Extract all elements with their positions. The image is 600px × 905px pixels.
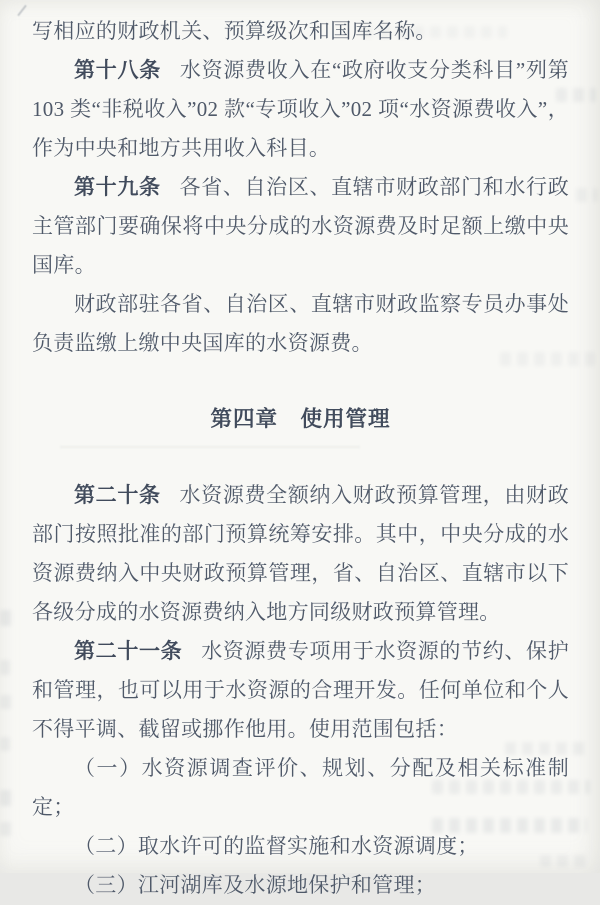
article-number: 第二十条: [74, 483, 161, 507]
list-item-1: [32, 749, 569, 827]
paragraph-article-21: [32, 632, 569, 749]
paragraph-continuation: [32, 12, 569, 51]
article-number: 第二十一条: [74, 639, 183, 663]
document-body: [32, 12, 569, 905]
paragraph-text: 各省、自治区、直辖市财政部门和水行政主管部门要确保将中央分成的水资源费及时足额上缴中央国库。: [32, 175, 570, 277]
list-item-text: （一）水资源调查评价、规划、分配及相关标准制定；: [32, 756, 569, 819]
paragraph-text: 水资源费专项用于水资源的节约、保护和管理，也可以用于水资源的合理开发。任何单位和个人不得平调、截留或挪作他用。使用范围包括：: [32, 639, 570, 741]
bleedthrough-mark: [0, 695, 14, 709]
paragraph-text: 水资源费收入在“政府收支分类科目”列第 103 类“非税收入”02 款“专项收入”02 项“水资源费收入”，作为中央和地方共用收入科目。: [32, 58, 570, 160]
paragraph-text: 财政部驻各省、自治区、直辖市财政监察专员办事处负责监缴上缴中央国库的水资源费。: [32, 292, 569, 355]
bleedthrough-mark: [0, 610, 13, 626]
list-item-3: [32, 866, 569, 905]
chapter-heading: 第四章 使用管理: [210, 407, 391, 431]
bleedthrough-mark: [0, 660, 10, 675]
paragraph-article-19: [32, 168, 569, 285]
scan-artifact-mark: [17, 5, 27, 16]
list-item-2: [32, 827, 569, 866]
bleedthrough-mark: [0, 737, 10, 751]
article-number: 第十九条: [74, 175, 161, 199]
paragraph-text: 水资源费全额纳入财政预算管理，由财政部门按照批准的部门预算统筹安排。其中，中央分成的水资源费纳入中央财政预算管理，省、自治区、直辖市以下各级分成的水资源费纳入地方同级财政预算管理。: [32, 483, 570, 624]
bleedthrough-mark: [576, 188, 598, 202]
list-item-text: （二）取水许可的监督实施和水资源调度；: [74, 834, 479, 858]
paragraph-article-18: [32, 51, 569, 168]
paragraph-article-19-sub: [32, 285, 569, 363]
paragraph-text: 写相应的财政机关、预算级次和国库名称。: [32, 19, 437, 43]
list-item-text: （三）江河湖库及水源地保护和管理；: [74, 873, 437, 897]
paragraph-article-20: [32, 476, 569, 632]
bleedthrough-mark: [0, 790, 12, 806]
bleedthrough-mark: [0, 822, 16, 836]
article-number: 第十八条: [74, 58, 161, 82]
